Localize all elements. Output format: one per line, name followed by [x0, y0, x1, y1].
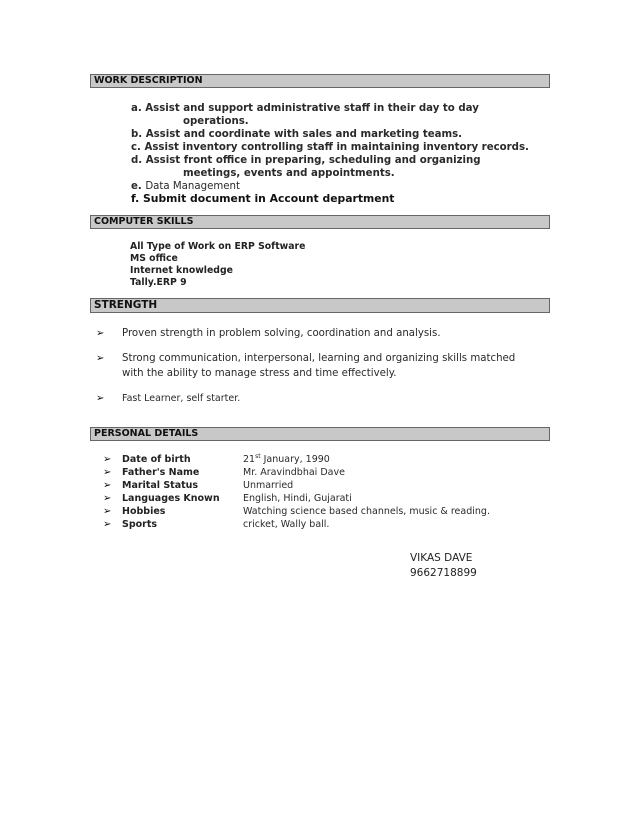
signature-phone: 9662718899 [410, 567, 477, 579]
father-name-label: Father's Name [122, 467, 200, 478]
skill-item: All Type of Work on ERP Software [130, 241, 306, 252]
work-item-letter: d. [131, 155, 143, 166]
strength-item: Fast Learner, self starter. [122, 393, 241, 404]
hobbies-label: Hobbies [122, 506, 166, 517]
arrow-bullet-icon: ➢ [103, 467, 112, 478]
work-item-f [131, 192, 394, 205]
work-item-letter: e. [131, 181, 142, 192]
work-item-a [131, 102, 479, 115]
arrow-bullet-icon: ➢ [96, 328, 105, 339]
work-item-text: meetings, events and appointments. [183, 168, 395, 179]
work-item-letter: c. [131, 142, 141, 153]
work-item-text: Submit document in Account department [142, 192, 395, 205]
arrow-bullet-icon: ➢ [103, 454, 112, 465]
work-item-text: operations. [183, 116, 249, 127]
dob-rest: January, 1990 [260, 454, 330, 465]
skill-item: MS office [130, 253, 178, 264]
work-item-d-cont [183, 167, 395, 180]
sports-value: cricket, Wally ball. [243, 519, 330, 530]
work-item-letter: a. [131, 103, 142, 114]
father-name-value: Mr. Aravindbhai Dave [243, 467, 345, 478]
dob-day: 21 [243, 454, 256, 465]
work-description-heading: WORK DESCRIPTION [90, 74, 550, 88]
work-item-text: Assist inventory controlling staff in maintaining inventory records. [144, 142, 529, 153]
strength-item: Strong communication, interpersonal, learning and organizing skills matched [122, 353, 516, 364]
work-item-text: Assist front office in preparing, scheduling and organizing [145, 155, 481, 166]
marital-status-label: Marital Status [122, 480, 199, 491]
skill-item: Tally.ERP 9 [130, 277, 187, 288]
work-item-d [131, 154, 481, 167]
sports-label: Sports [122, 519, 158, 530]
work-item-b [131, 128, 462, 141]
arrow-bullet-icon: ➢ [96, 353, 105, 364]
hobbies-value: Watching science based channels, music & reading. [243, 506, 490, 517]
computer-skills-heading: COMPUTER SKILLS [90, 215, 550, 229]
arrow-bullet-icon: ➢ [103, 519, 112, 530]
work-item-text: Data Management [145, 181, 241, 192]
strength-item: Proven strength in problem solving, coordination and analysis. [122, 328, 441, 339]
dob-value [243, 454, 330, 466]
strength-heading: STRENGTH [90, 298, 550, 313]
languages-value: English, Hindi, Gujarati [243, 493, 352, 504]
work-item-letter: f. [131, 192, 140, 205]
personal-details-heading: PERSONAL DETAILS [90, 427, 550, 441]
work-item-text: Assist and coordinate with sales and marketing teams. [145, 129, 463, 140]
skill-item: Internet knowledge [130, 265, 233, 276]
strength-item-cont: with the ability to manage stress and time effectively. [122, 368, 397, 379]
work-item-c [131, 141, 529, 154]
arrow-bullet-icon: ➢ [103, 506, 112, 517]
arrow-bullet-icon: ➢ [103, 480, 112, 491]
arrow-bullet-icon: ➢ [103, 493, 112, 504]
dob-label: Date of birth [122, 454, 191, 465]
arrow-bullet-icon: ➢ [96, 393, 105, 404]
work-item-letter: b. [131, 129, 143, 140]
marital-status-value: Unmarried [243, 480, 294, 491]
languages-label: Languages Known [122, 493, 220, 504]
work-item-text: Assist and support administrative staff in their day to day [145, 103, 479, 114]
work-item-a-cont [183, 115, 249, 128]
dob-suffix: st [255, 452, 261, 460]
signature-name: VIKAS DAVE [410, 552, 473, 564]
